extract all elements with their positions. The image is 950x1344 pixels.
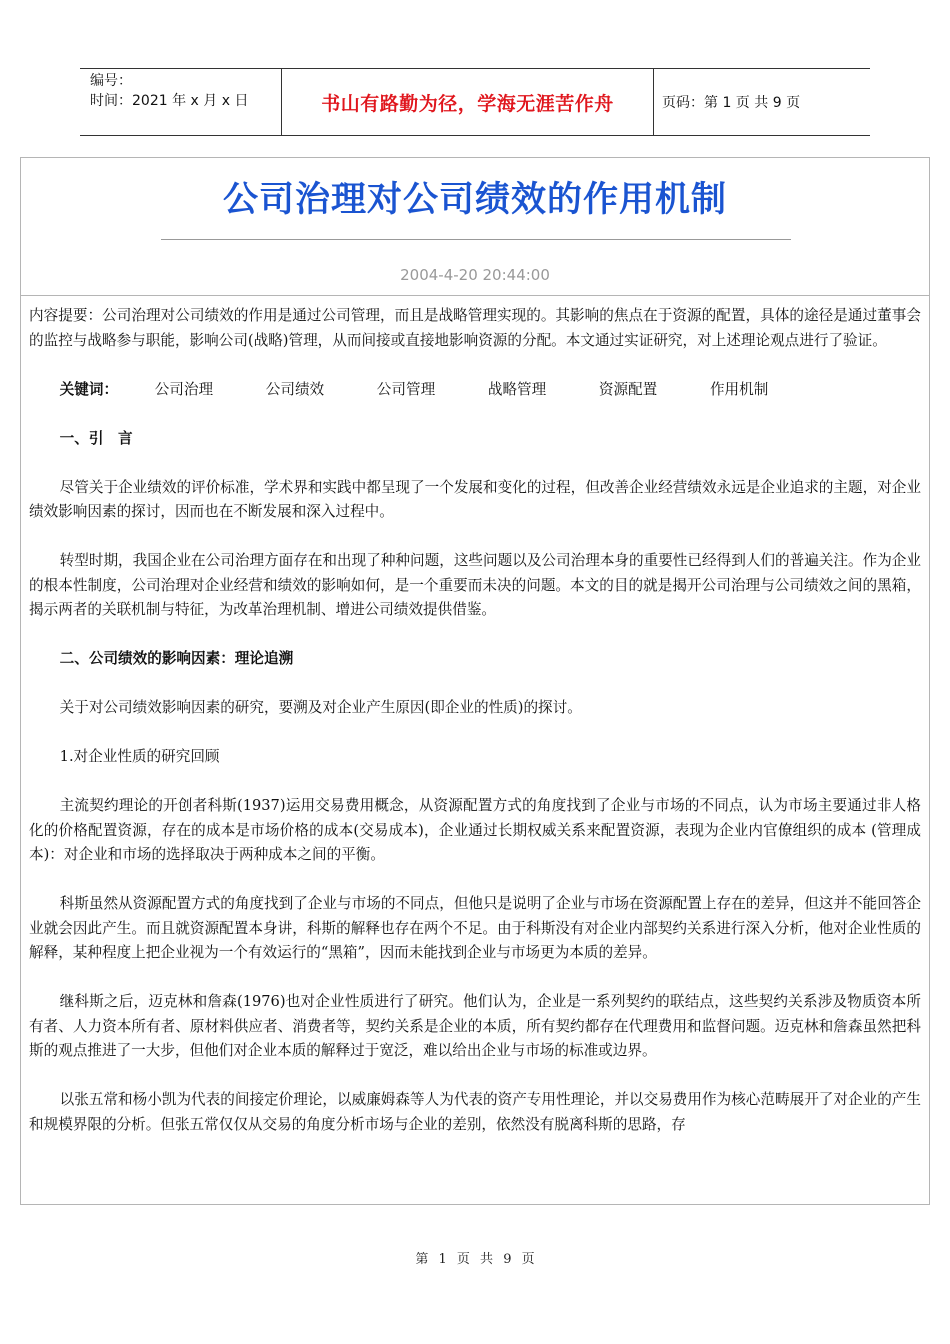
body-paragraph: 转型时期，我国企业在公司治理方面存在和出现了种种问题，这些问题以及公司治理本身的重要性已经得到人们的普遍关注。作为企业的根本性制度，公司治理对企业经营和绩效的影响如何，是一个重要而未决的问题。本文的目的就是揭开公司治理与公司绩效之间的黑箱，揭示两者的关联机制与特征，为改革治理机制、增进公司绩效提供借鉴。 [29,552,921,618]
body-paragraph: 以张五常和杨小凯为代表的间接定价理论，以威廉姆森等人为代表的资产专用性理论，并以交易费用作为核心范畴展开了对企业的产生和规模界限的分析。但张五常仅仅从交易的角度分析市场与企业的差别，依然没有脱离科斯的思路，存 [29,1091,921,1133]
keyword: 战略管理 [487,380,547,398]
body-paragraph: 尽管关于企业绩效的评价标准，学术界和实践中都呈现了一个发展和变化的过程，但改善企业经营绩效永远是企业追求的主题，对企业绩效影响因素的探讨，因而也在不断发展和深入过程中。 [29,478,921,520]
keyword: 公司管理 [376,380,436,398]
keywords-label: 关键词： [59,380,119,398]
body-paragraph: 继科斯之后，迈克林和詹森(1976)也对企业性质进行了研究。他们认为，企业是一系列契约的联结点，这些契约关系涉及物质资本所有者、人力资本所有者、原材料供应者、消费者等，契约关系是企业的本质，所有契约都存在代理费用和监督问题。迈克林和詹森虽然把科斯的观点推进了一大步，但他们对企业本质的解释过于宽泛，难以给出企业与市场的标准或边界。 [29,993,921,1059]
header-page-cell [654,69,870,135]
title-divider [161,239,791,240]
keyword: 公司绩效 [265,380,325,398]
keyword: 资源配置 [598,380,658,398]
article-date: 2004-4-20 20:44:00 [400,266,550,284]
summary-paragraph: 内容提要：公司治理对公司绩效的作用是通过公司管理，而且是战略管理实现的。其影响的焦点在于资源的配置，具体的途径是通过董事会的监控与战略参与职能，影响公司(战略)管理，从而间接或直接地影响资源的分配。本文通过实证研究，对上述理论观点进行了验证。 [29,307,921,349]
keywords-line [29,378,921,403]
document-header [80,68,870,136]
motto-text: 书山有路勤为径，学海无涯苦作舟 [321,92,614,115]
content-divider [21,295,929,296]
header-motto-cell [282,69,654,135]
section-heading: 二、公司绩效的影响因素：理论追溯 [59,650,294,667]
body-paragraph: 关于对公司绩效影响因素的研究，要溯及对企业产生原因(即企业的性质)的探讨。 [59,699,582,716]
number-label: 编号： [90,73,132,89]
section-heading: 一、引 言 [59,429,133,447]
keyword: 公司治理 [154,380,214,398]
body-paragraph: 主流契约理论的开创者科斯(1937)运用交易费用概念，从资源配置方式的角度找到了企业与市场的不同点，认为市场主要通过非人格化的价格配置资源，存在的成本是市场价格的成本(交易成本)，企业通过长期权威关系来配置资源，表现为企业内官僚组织的成本 (管理成本)：对企业和市场的选择取决于两种成本之间的平衡。 [29,797,921,863]
page-code: 页码：第 1 页 共 9 页 [662,95,801,111]
body-paragraph: 科斯虽然从资源配置方式的角度找到了企业与市场的不同点，但他只是说明了企业与市场在资源配置上存在的差异，但这并不能回答企业就会因此产生。而且就资源配置本身讲，科斯的解释也存在两个不足。由于科斯没有对企业内部契约关系进行深入分析，他对企业性质的解释，某种程度上把企业视为一个有效运行的“黑箱”，因而未能找到企业与市场更为本质的差异。 [29,895,921,961]
article-body [29,304,921,1137]
article-frame [20,157,930,1205]
header-left-cell [80,69,282,135]
article-title: 公司治理对公司绩效的作用机制 [222,180,727,220]
subsection-heading: 1.对企业性质的研究回顾 [59,748,220,765]
time-label: 时间：2021 年 x 月 x 日 [90,93,249,109]
page-footer: 第 1 页 共 9 页 [415,1252,535,1267]
keyword: 作用机制 [709,380,769,398]
